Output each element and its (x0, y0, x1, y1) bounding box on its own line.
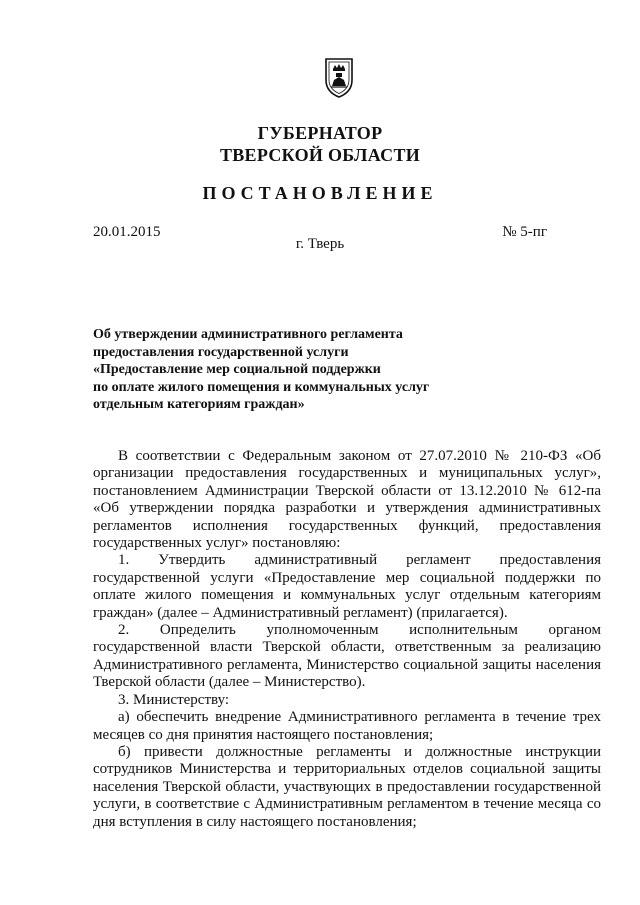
body-paragraph-1: 1. Утвердить административный регламент предоставления государственной услуги «Предоставление мер социальной поддержки по оплате жилого помещения и коммунальных услуг отдельным категориям граждан» (далее – Административный регламент) (прилагается). (93, 552, 601, 621)
tver-coat-of-arms-icon (324, 56, 354, 98)
authority-line-1: ГУБЕРНАТОР (257, 123, 383, 143)
decree-city: г. Тверь (295, 236, 345, 252)
subject-line: отдельным категориям граждан» (93, 397, 305, 412)
subject-line: Об утверждении административного регламента (93, 327, 403, 342)
subject-line: предоставления государственной услуги (93, 344, 349, 360)
decree-subject (93, 326, 513, 414)
body-paragraph-3: 3. Министерству: (118, 691, 230, 708)
decree-date: 20.01.2015 (93, 224, 161, 240)
subject-line: по оплате жилого помещения и коммунальных услуг (93, 379, 430, 395)
decree-number: № 5-пг (502, 224, 547, 240)
decree-body (93, 448, 601, 831)
authority-line-2: ТВЕРСКОЙ ОБЛАСТИ (219, 145, 421, 165)
body-paragraph-3a: а) обеспечить внедрение Административного регламента в течение трех месяцев со дня принятия настоящего постановления; (93, 709, 601, 743)
body-paragraph-2: 2. Определить уполномоченным исполнительным органом государственной власти Тверской области, ответственным за реализацию Административного регламента, Министерство социальной защиты населения Тверской области (далее – Министерство). (93, 622, 601, 691)
body-paragraph-3b: б) привести должностные регламенты и должностные инструкции сотрудников Министерства и территориальных отделов социальной защиты населения Тверской области, участвующих в предоставлении государственной услуги, в соответствие с Административным регламентом в течение месяца со дня вступления в силу настоящего постановления; (93, 743, 601, 830)
subject-line: «Предоставление мер социальной поддержки (93, 362, 381, 377)
decree-type: ПОСТАНОВЛЕНИЕ (202, 183, 438, 203)
body-paragraph-preamble: В соответствии с Федеральным законом от 27.07.2010 № 210-ФЗ «Об организации предоставления государственных и муниципальных услуг», постановлением Администрации Тверской области от 13.12.2010 № 612-па «Об утверждении порядка разработки и утверждения административных регламентов исполнения государственных функций, предоставления государственных услуг» постановляю: (93, 448, 601, 552)
